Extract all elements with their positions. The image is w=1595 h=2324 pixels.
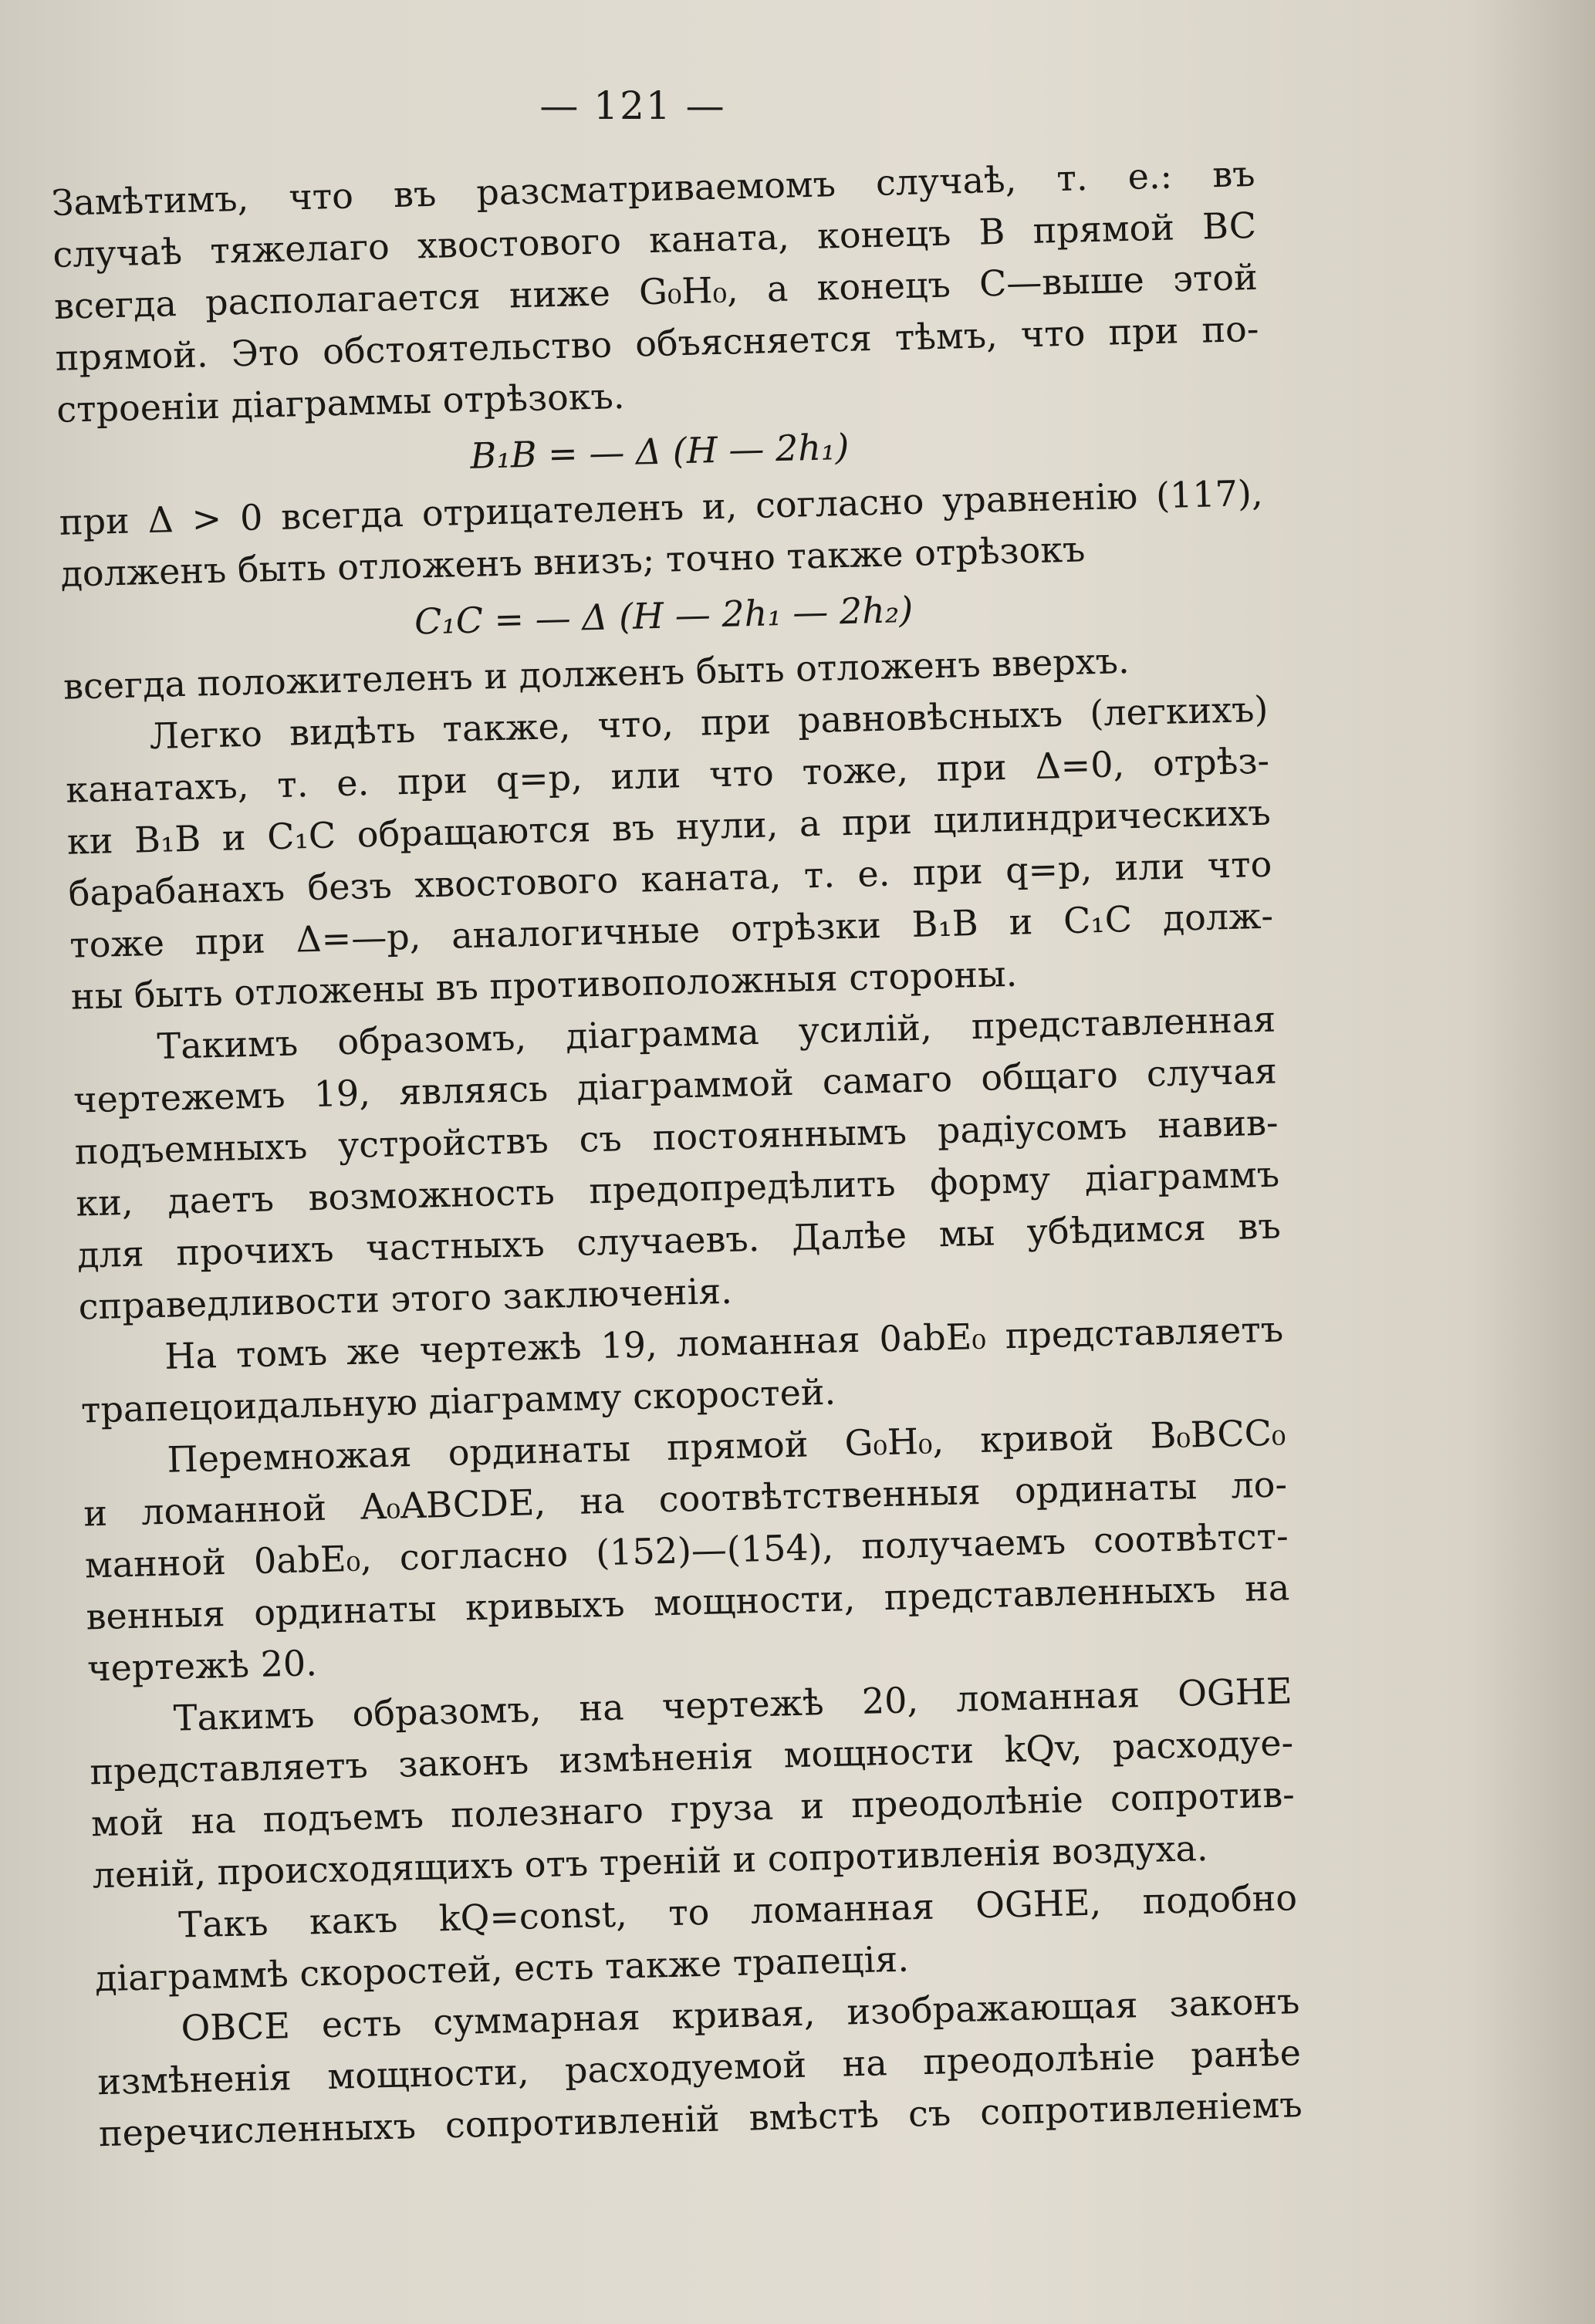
text-line: тоже при Δ=—p, аналогичные отрѣзки B₁B и C₁C долж- xyxy=(69,894,1274,966)
text-line: перечисленныхъ сопротивленій вмѣстѣ съ сопротивленіемъ xyxy=(98,2083,1303,2155)
text-line: манной 0abE₀, согласно (152)—(154), получаемъ соотвѣтст- xyxy=(84,1515,1289,1586)
text-line: мой на подъемъ полезнаго груза и преодолѣніе сопротив- xyxy=(90,1773,1296,1845)
text-line: случаѣ тяжелаго хвостового каната, конецъ B прямой BC xyxy=(52,204,1257,275)
text-line: прямой. Это обстоятельство объясняется тѣмъ, что при по- xyxy=(55,307,1259,379)
text-line: OBCE есть суммарная кривая, изображающая законъ xyxy=(180,1980,1300,2049)
text-line: діаграммѣ скоростей, есть также трапеція. xyxy=(94,1937,910,2000)
text-line: долженъ быть отложенъ внизъ; точно также отрѣзокъ xyxy=(59,528,1086,595)
text-line: чертежѣ 20. xyxy=(86,1642,318,1690)
text-line: Замѣтимъ, что въ разсматриваемомъ случаѣ, т. е.: въ xyxy=(51,152,1256,224)
text-line: ки, даетъ возможность предопредѣлить форму діаграммъ xyxy=(75,1153,1280,1224)
text-line: измѣненія мощности, расходуемой на преодолѣніе ранѣе xyxy=(96,2032,1302,2103)
page-number: — 121 — xyxy=(539,83,726,128)
text-line: для прочихъ частныхъ случаевъ. Далѣе мы убѣдимся въ xyxy=(76,1204,1282,1276)
text-line: Такимъ образомъ, діаграмма усилій, представленная xyxy=(156,998,1276,1067)
text-line: справедливости этого заключенія. xyxy=(78,1269,733,1328)
text-line: ны быть отложены въ противоположныя стороны. xyxy=(70,952,1018,1018)
text-line: трапецоидальную діаграмму скоростей. xyxy=(80,1370,836,1431)
text-line: венныя ординаты кривыхъ мощности, представленныхъ на xyxy=(85,1566,1290,1638)
text-line: леній, происходящихъ отъ треній и сопротивленія воздуха. xyxy=(92,1827,1209,1897)
text-line: барабанахъ безъ хвостового каната, т. е. при q=p, или что xyxy=(68,843,1272,914)
formula: C₁C = — Δ (H — 2h₁ — 2h₂) xyxy=(414,588,914,643)
text-line: при Δ > 0 всегда отрицателенъ и, согласно уравненію (117), xyxy=(59,471,1264,543)
text-line: На томъ же чертежѣ 19, ломанная 0abE₀ представляетъ xyxy=(164,1308,1284,1377)
formula: B₁B = — Δ (H — 2h₁) xyxy=(469,425,850,477)
text-line: Такъ какъ kQ=const, то ломанная OGHE, подобно xyxy=(177,1876,1298,1946)
text-line: ки B₁B и C₁C обращаются въ нули, а при цилиндрическихъ xyxy=(66,791,1272,863)
text-line: представляетъ законъ измѣненія мощности kQv, расходуе- xyxy=(89,1721,1294,1793)
text-line: Легко видѣть также, что, при равновѣсныхъ (легкихъ) xyxy=(149,687,1269,758)
body-text xyxy=(51,148,1303,2160)
text-line: строеніи діаграммы отрѣзокъ. xyxy=(56,374,625,431)
text-line: всегда положителенъ и долженъ быть отложенъ вверхъ. xyxy=(63,640,1130,708)
text-line: подъемныхъ устройствъ съ постояннымъ радіусомъ навив- xyxy=(74,1101,1279,1173)
text-line: Такимъ образомъ, на чертежѣ 20, ломанная OGHE xyxy=(173,1670,1293,1739)
text-line: канатахъ, т. е. при q=p, или что тоже, при Δ=0, отрѣз- xyxy=(65,739,1270,811)
text-line: и ломанной A₀ABCDE, на соотвѣтственныя ординаты ло- xyxy=(83,1463,1288,1535)
text-line: Перемножая ординаты прямой G₀H₀, кривой B₀BCC₀ xyxy=(166,1411,1286,1481)
text-line: всегда располагается ниже G₀H₀, а конецъ C—выше этой xyxy=(53,255,1259,327)
text-line: чертежемъ 19, являясь діаграммой самаго общаго случая xyxy=(73,1049,1278,1121)
